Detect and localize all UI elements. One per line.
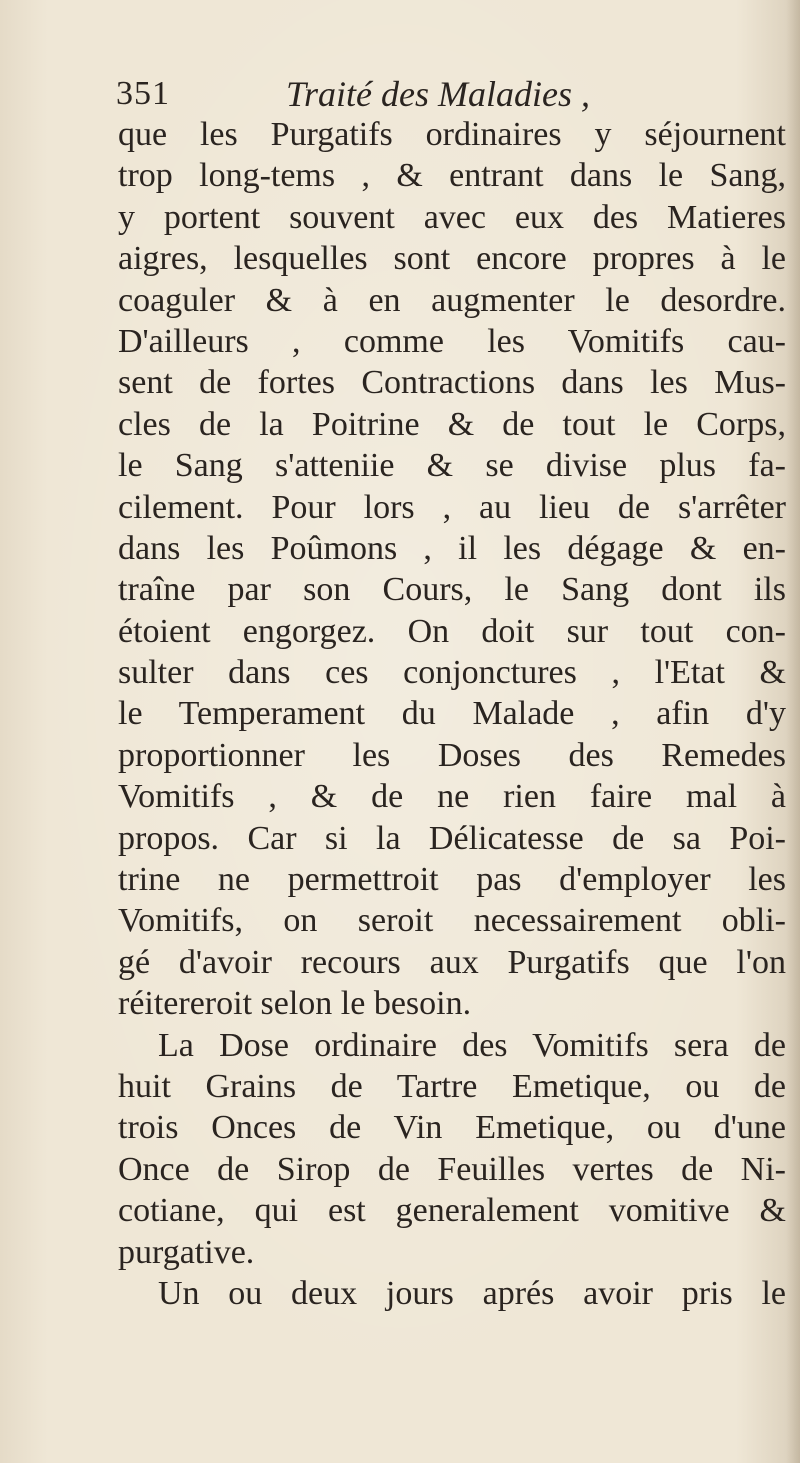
text-line: trine ne permettroit pas d'employer les (118, 861, 786, 899)
text-line: cotiane, qui est generalement vomitive & (118, 1192, 786, 1230)
text-line: propos. Car si la Délicatesse de sa Poi- (118, 819, 786, 857)
text-line: trois Onces de Vin Emetique, ou d'une (118, 1109, 786, 1147)
text-line: sent de fortes Contractions dans les Mus- (118, 364, 786, 402)
body-text (118, 114, 786, 1314)
text-line: dans les Poûmons , il les dégage & en- (118, 529, 786, 567)
text-line: Once de Sirop de Feuilles vertes de Ni- (118, 1150, 786, 1188)
text-line: coaguler & à en augmenter le desordre. (118, 281, 786, 319)
text-line: Vomitifs, on seroit necessairement obli- (118, 902, 786, 940)
text-line: le Temperament du Malade , afin d'y (118, 695, 786, 733)
text-line: Un ou deux jours aprés avoir pris le (158, 1274, 786, 1312)
text-line: huit Grains de Tartre Emetique, ou de (118, 1067, 786, 1105)
text-line: réitereroit selon le besoin. (118, 985, 472, 1023)
text-line: Vomitifs , & de ne rien faire mal à (118, 778, 786, 816)
text-line: y portent souvent avec eux des Matieres (118, 198, 786, 236)
text-line: le Sang s'atteniie & se divise plus fa- (118, 447, 786, 485)
text-line: traîne par son Cours, le Sang dont ils (118, 571, 786, 609)
page-number: 351 (116, 75, 170, 112)
text-line: trop long-tems , & entrant dans le Sang, (118, 157, 786, 195)
text-line: D'ailleurs , comme les Vomitifs cau- (118, 322, 786, 360)
text-line: purgative. (118, 1233, 255, 1271)
page-edge-shadow (786, 0, 800, 1463)
text-line: que les Purgatifs ordinaires y séjournent (118, 116, 786, 153)
running-title: Traité des Maladies , (286, 74, 590, 114)
text-line: cilement. Pour lors , au lieu de s'arrêter (118, 488, 786, 526)
text-line: aigres, lesquelles sont encore propres à le (118, 240, 786, 278)
text-line: sulter dans ces conjonctures , l'Etat & (118, 654, 786, 692)
text-line: gé d'avoir recours aux Purgatifs que l'on (118, 943, 786, 981)
text-line: cles de la Poitrine & de tout le Corps, (118, 405, 786, 443)
text-line: étoient engorgez. On doit sur tout con- (118, 612, 786, 650)
text-line: La Dose ordinaire des Vomitifs sera de (158, 1026, 786, 1064)
text-line: proportionner les Doses des Remedes (118, 736, 786, 774)
page-header (116, 72, 716, 116)
